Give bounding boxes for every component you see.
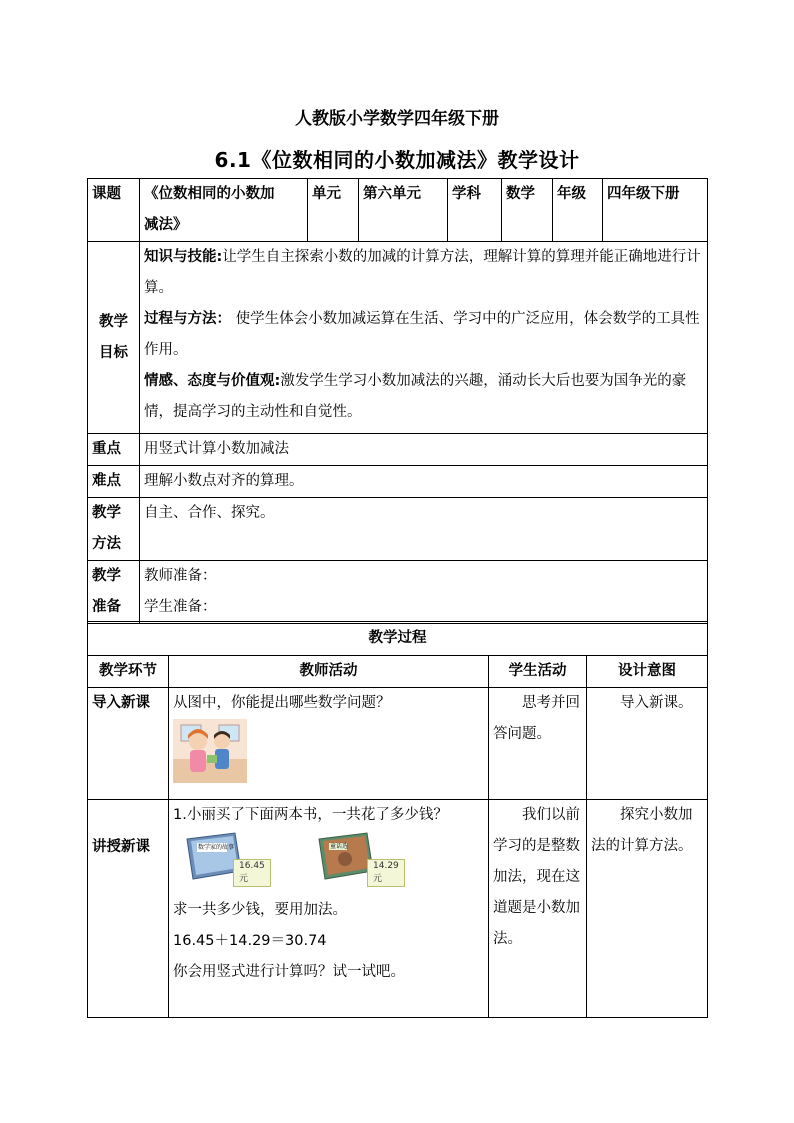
book-fairy-tales [315,831,399,893]
process-header: 教学过程 [88,622,708,656]
intent-intro: 导入新课。 [587,688,708,800]
prep-value [140,561,708,624]
teacher-line: 你会用竖式进行计算吗？试一试吧。 [173,964,405,980]
lesson-info-table [87,178,708,624]
stage-intro: 导入新课 [88,688,169,800]
teacher-line: 求一共多少钱，要用加法。 [173,902,347,918]
col-student: 学生活动 [489,656,587,688]
teaching-process-table [87,621,708,1018]
key-point-value: 用竖式计算小数加减法 [140,434,708,466]
book-title-2: 童话选 [330,843,349,850]
lesson-title: 6.1《位数相同的小数加减法》教学设计 [214,148,580,172]
price-tag-2: 14.29元 [367,859,405,887]
col-stage: 教学环节 [88,656,169,688]
prep-student: 学生准备： [144,599,217,615]
goals-content [140,242,708,434]
stage-new-lesson: 讲授新课 [88,800,169,1018]
key-point-label: 重点 [88,434,140,466]
teacher-activity-new [169,800,489,1018]
price-tag-1: 16.45元 [233,859,271,887]
goal-knowledge: 知识与技能:让学生自主探索小数的加减的计算方法，理解计算的算理并能正确地进行计算。 [144,249,701,296]
prep-label: 教学 准备 [88,561,140,624]
unit-value: 第六单元 [359,179,448,242]
prep-teacher: 教师准备： [144,568,217,584]
intent-new: 探究小数加法的计算方法。 [587,800,708,1018]
difficulty-value: 理解小数点对齐的算理。 [140,466,708,498]
method-value: 自主、合作、探究。 [140,498,708,561]
topic-label: 课题 [88,179,140,242]
goal-emotion: 情感、态度与价值观:激发学生学习小数加减法的兴趣，涌动长大后也要为国争光的豪情，提高学习的主动性和自觉性。 [144,373,687,420]
table-row [88,688,708,800]
teacher-line: 从图中，你能提出哪些数学问题？ [173,695,391,711]
topic-value: 《位数相同的小数加 减法》 [140,179,308,242]
goals-label: 教学 目标 [88,242,140,434]
document-title: 人教版小学数学四年级下册 [295,109,499,129]
col-teacher: 教师活动 [169,656,489,688]
student-activity-new: 我们以前学习的是整数加法，现在这道题是小数加法。 [489,800,587,1018]
teacher-line: 16.45＋14.29＝30.74 [173,933,327,949]
grade-label: 年级 [553,179,603,242]
student-activity-intro: 思考并回答问题。 [489,688,587,800]
teacher-activity-intro [169,688,489,800]
table-row [88,800,708,1018]
book-title-1: 数学家的故事 [198,844,235,851]
books-illustration [183,835,484,893]
subject-value: 数学 [502,179,553,242]
col-intent: 设计意图 [587,656,708,688]
book-math-stories [183,831,265,893]
teacher-line: 1.小丽买了下面两本书，一共花了多少钱？ [173,807,448,823]
grade-value: 四年级下册 [603,179,708,242]
goal-process: 过程与方法： 使学生体会小数加减运算在生活、学习中的广泛应用，体会数学的工具性作用。 [144,311,700,358]
difficulty-label: 难点 [88,466,140,498]
method-label: 教学 方法 [88,498,140,561]
unit-label: 单元 [308,179,359,242]
subject-label: 学科 [448,179,502,242]
classroom-picture [173,719,247,783]
